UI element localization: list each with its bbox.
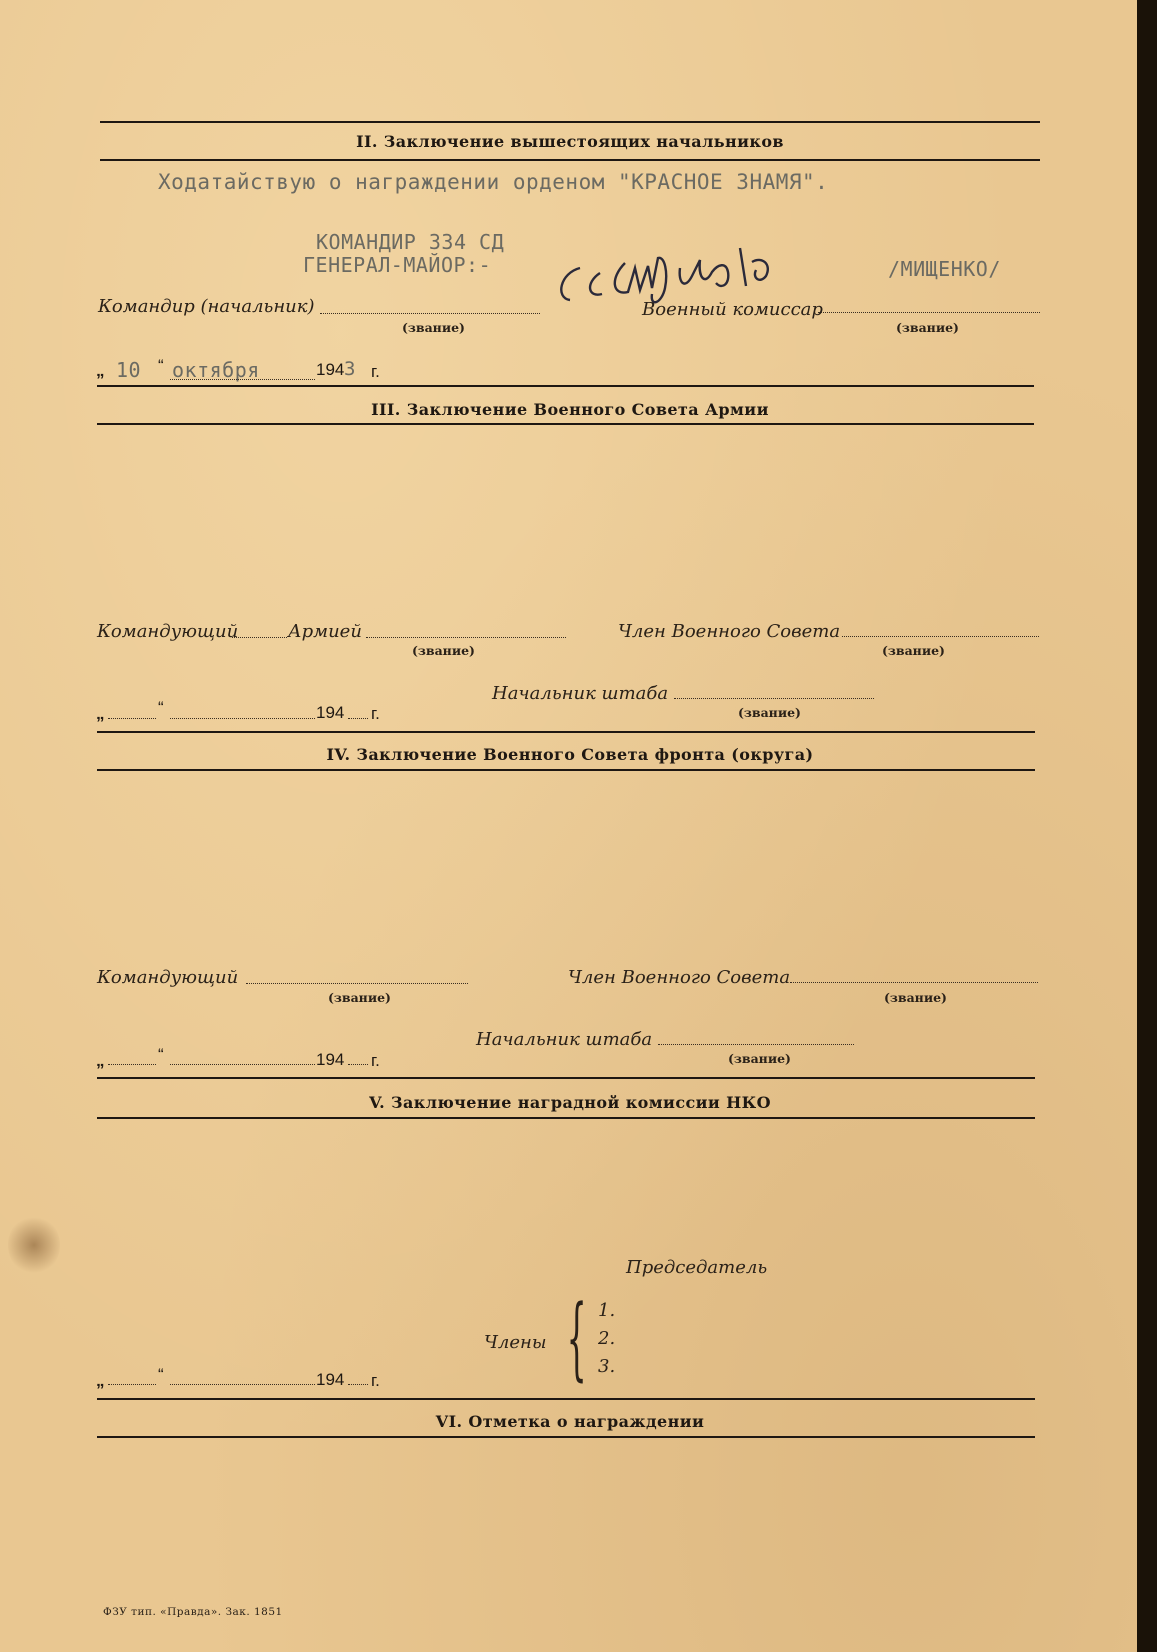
quote-mid: “: [158, 1365, 164, 1384]
rule: [97, 731, 1035, 733]
dotted-line: [232, 637, 287, 638]
section-3-heading: III. Заключение Военного Совета Армии: [371, 400, 769, 419]
rank-caption: (звание): [882, 643, 945, 658]
stain: [8, 1215, 60, 1275]
rule: [97, 423, 1034, 425]
front-commander-label: Командующий: [97, 967, 239, 988]
rank-caption: (звание): [728, 1051, 791, 1066]
dotted-line: [170, 379, 315, 380]
quote-open: „: [96, 704, 105, 723]
members-brace: {: [566, 1286, 587, 1391]
year-suffix: г.: [371, 704, 380, 723]
dotted-line: [674, 698, 874, 699]
dotted-line: [348, 1064, 368, 1065]
dotted-line: [108, 1384, 156, 1385]
chairman-label: Председатель: [626, 1257, 768, 1278]
army-label: Армией: [288, 621, 362, 642]
dotted-line: [320, 313, 540, 314]
member-1-number: 1.: [598, 1300, 616, 1321]
dotted-line: [842, 636, 1039, 637]
quote-open: „: [96, 361, 105, 380]
year-suffix: г.: [371, 1371, 380, 1390]
section-5-heading: V. Заключение наградной комиссии НКО: [369, 1093, 771, 1112]
typed-commander-line1: КОМАНДИР 334 СД: [316, 230, 505, 254]
council-member-label: Член Военного Совета: [618, 621, 841, 642]
date-month: октября: [172, 358, 260, 382]
dotted-line: [170, 718, 315, 719]
commander-label: Командир (начальник): [98, 296, 315, 317]
rule: [97, 769, 1035, 771]
year-prefix: 194: [316, 1370, 345, 1389]
year-suffix: г.: [371, 362, 380, 381]
dotted-line: [108, 718, 156, 719]
rank-caption: (звание): [884, 990, 947, 1005]
rule: [97, 1077, 1035, 1079]
quote-open: „: [96, 1371, 105, 1390]
quote-open: „: [96, 1051, 105, 1070]
printer-footer: ФЗУ тип. «Правда». Зак. 1851: [103, 1606, 283, 1618]
dotted-line: [348, 1384, 368, 1385]
year-prefix: 194: [316, 1050, 345, 1069]
dotted-line: [790, 982, 1038, 983]
rule: [100, 159, 1040, 161]
dotted-line: [170, 1384, 315, 1385]
rank-caption: (звание): [896, 320, 959, 335]
rank-caption: (звание): [402, 320, 465, 335]
rank-caption: (звание): [328, 990, 391, 1005]
quote-mid: “: [158, 356, 164, 375]
rule: [100, 121, 1040, 123]
year-prefix: 194: [316, 703, 345, 722]
rank-caption: (звание): [738, 705, 801, 720]
handwritten-signature: [540, 228, 870, 308]
member-3-number: 3.: [598, 1356, 616, 1377]
dotted-line: [108, 1064, 156, 1065]
quote-mid: “: [158, 698, 164, 717]
rule: [97, 1117, 1035, 1119]
section-6-heading: VI. Отметка о награждении: [435, 1412, 705, 1431]
typed-commander-line2: ГЕНЕРАЛ-МАЙОР:-: [303, 253, 492, 277]
dotted-line: [366, 637, 566, 638]
section-2-heading: II. Заключение вышестоящих начальников: [356, 132, 784, 151]
chief-of-staff-label: Начальник штаба: [476, 1029, 653, 1050]
rule: [97, 385, 1034, 387]
dotted-line: [246, 983, 468, 984]
member-2-number: 2.: [598, 1328, 616, 1349]
dotted-line: [348, 718, 368, 719]
members-label: Члены: [484, 1332, 547, 1353]
council-member-label: Член Военного Совета: [568, 967, 791, 988]
section-4-heading: IV. Заключение Военного Совета фронта (округа): [326, 745, 814, 764]
quote-mid: “: [158, 1045, 164, 1064]
date-year-digit: 3: [344, 358, 356, 380]
chief-of-staff-label: Начальник штаба: [492, 683, 669, 704]
dotted-line: [658, 1044, 854, 1045]
dotted-line: [170, 1064, 315, 1065]
date-day: 10: [116, 358, 142, 382]
typed-name: /МИЩЕНКО/: [888, 257, 1001, 281]
dotted-line: [818, 312, 1040, 313]
year-suffix: г.: [371, 1051, 380, 1070]
rank-caption: (звание): [412, 643, 475, 658]
typed-petition: Ходатайствую о награждении орденом "КРАСНОЕ ЗНАМЯ".: [158, 170, 829, 194]
rule: [97, 1436, 1035, 1438]
rule: [97, 1398, 1035, 1400]
military-commissar-label: Военный комиссар: [642, 299, 823, 320]
year-prefix: 194: [316, 360, 345, 379]
army-commander-label: Командующий: [97, 621, 239, 642]
